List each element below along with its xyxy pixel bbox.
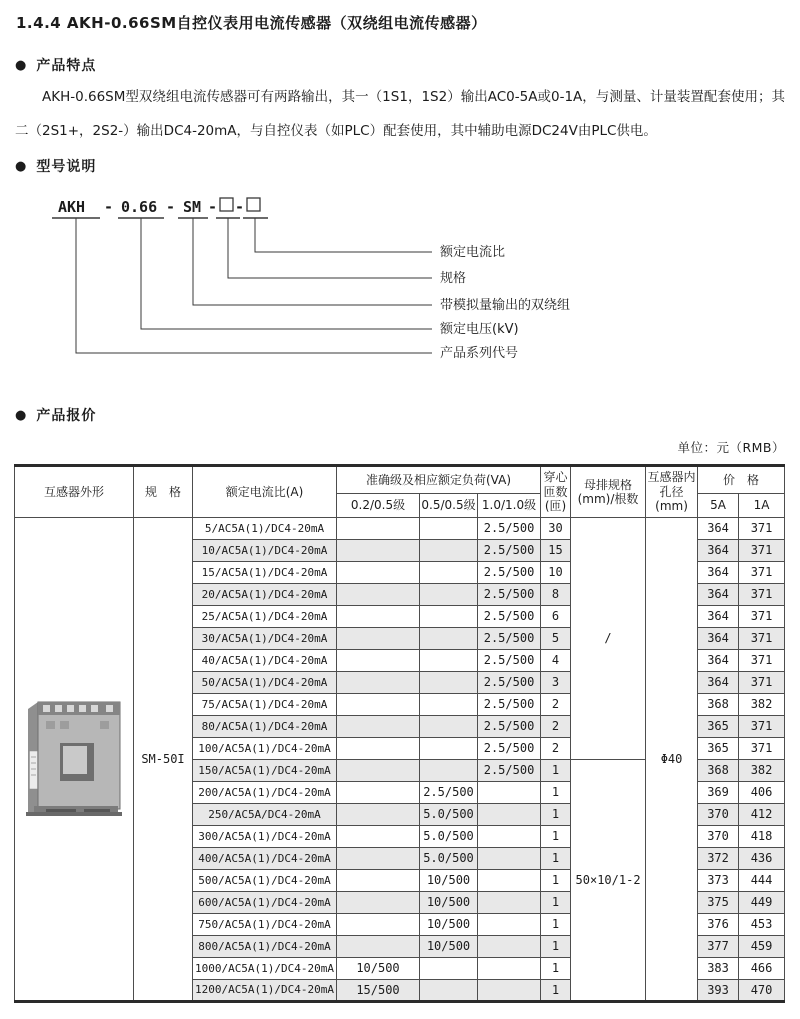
cell-acc02 xyxy=(337,650,420,672)
cell-acc05: 5.0/500 xyxy=(420,804,478,826)
cell-turns: 6 xyxy=(541,606,571,628)
cell-acc05: 10/500 xyxy=(420,914,478,936)
cell-acc02 xyxy=(337,562,420,584)
cell-ratio: 750/AC5A(1)/DC4-20mA xyxy=(193,914,337,936)
section-heading-label: 产品报价 xyxy=(36,408,97,424)
cell-turns: 1 xyxy=(541,848,571,870)
model-label-winding: 带模拟量输出的双绕组 xyxy=(440,298,571,313)
cell-acc05 xyxy=(420,672,478,694)
cell-ratio: 150/AC5A(1)/DC4-20mA xyxy=(193,760,337,782)
col-header-ratio: 额定电流比(A) xyxy=(193,466,337,518)
cell-ratio: 1000/AC5A(1)/DC4-20mA xyxy=(193,958,337,980)
section-heading-features xyxy=(15,55,96,75)
col-header-accuracy-group: 准确级及相应额定负荷(VA) xyxy=(337,466,541,494)
col-header-bore: 互感器内孔径(mm) xyxy=(646,466,698,518)
cell-price-5a: 364 xyxy=(698,584,739,606)
cell-ratio: 500/AC5A(1)/DC4-20mA xyxy=(193,870,337,892)
cell-price-5a: 364 xyxy=(698,628,739,650)
cell-acc10 xyxy=(478,848,541,870)
cell-acc05: 10/500 xyxy=(420,936,478,958)
bullet-icon: ● xyxy=(15,158,28,174)
cell-price-1a: 371 xyxy=(739,650,785,672)
cell-turns: 1 xyxy=(541,914,571,936)
cell-acc10: 2.5/500 xyxy=(478,540,541,562)
cell-acc05 xyxy=(420,540,478,562)
cell-acc02 xyxy=(337,716,420,738)
cell-ratio: 600/AC5A(1)/DC4-20mA xyxy=(193,892,337,914)
section-heading-label: 型号说明 xyxy=(36,159,97,175)
placeholder-box xyxy=(247,198,260,211)
cell-acc05 xyxy=(420,606,478,628)
cell-price-5a: 370 xyxy=(698,826,739,848)
cell-acc02 xyxy=(337,848,420,870)
cell-price-5a: 375 xyxy=(698,892,739,914)
cell-acc10: 2.5/500 xyxy=(478,672,541,694)
cell-price-5a: 364 xyxy=(698,606,739,628)
bullet-icon: ● xyxy=(15,57,28,73)
cell-acc05 xyxy=(420,628,478,650)
mounting-base xyxy=(26,806,122,816)
cell-price-1a: 371 xyxy=(739,606,785,628)
cell-acc05 xyxy=(420,738,478,760)
cell-acc02 xyxy=(337,892,420,914)
cell-turns: 1 xyxy=(541,826,571,848)
col-header-appearance: 互感器外形 xyxy=(15,466,134,518)
cell-price-5a: 365 xyxy=(698,716,739,738)
cell-acc05 xyxy=(420,716,478,738)
cell-turns: 1 xyxy=(541,804,571,826)
model-voltage-code: 0.66 xyxy=(121,198,158,216)
cell-price-1a: 371 xyxy=(739,672,785,694)
features-paragraph: AKH-0.66SM型双绕组电流传感器可有两路输出，其一（1S1，1S2）输出AC0-5A或0-1A，与测量、计量装置配套使用；其二（2S1+，2S2-）输出DC4-20mA，与自控仪表（如PLC）配套使用，其中辅助电源DC24V由PLC供电。 xyxy=(15,89,785,139)
model-label-voltage: 额定电压(kV) xyxy=(440,322,519,337)
cell-ratio: 15/AC5A(1)/DC4-20mA xyxy=(193,562,337,584)
cell-ratio: 10/AC5A(1)/DC4-20mA xyxy=(193,540,337,562)
cell-acc05: 5.0/500 xyxy=(420,826,478,848)
model-label-current-ratio: 额定电流比 xyxy=(440,245,506,260)
cell-price-5a: 368 xyxy=(698,760,739,782)
page-title: 1.4.4 AKH-0.66SM自控仪表用电流传感器（双绕组电流传感器） xyxy=(16,14,487,32)
col-header-price-1a: 1A xyxy=(739,494,785,518)
cell-acc02 xyxy=(337,540,420,562)
cell-acc02 xyxy=(337,782,420,804)
cell-turns: 1 xyxy=(541,782,571,804)
model-series-code: AKH xyxy=(58,198,86,216)
cell-acc02 xyxy=(337,672,420,694)
cell-price-5a: 369 xyxy=(698,782,739,804)
cell-acc05 xyxy=(420,694,478,716)
cell-bore: Φ40 xyxy=(646,518,698,1002)
cell-turns: 1 xyxy=(541,870,571,892)
col-header-acc02: 0.2/0.5级 xyxy=(337,494,420,518)
cell-turns: 1 xyxy=(541,936,571,958)
cell-spec: SM-50I xyxy=(134,518,193,1002)
cell-acc10: 2.5/500 xyxy=(478,694,541,716)
dash-separator: - xyxy=(208,198,218,216)
cell-acc02 xyxy=(337,804,420,826)
cell-acc02 xyxy=(337,870,420,892)
cell-turns: 1 xyxy=(541,760,571,782)
cell-ratio: 20/AC5A(1)/DC4-20mA xyxy=(193,584,337,606)
cell-acc10: 2.5/500 xyxy=(478,518,541,540)
cell-acc10 xyxy=(478,804,541,826)
cell-price-1a: 412 xyxy=(739,804,785,826)
col-header-busbar: 母排规格(mm)/根数 xyxy=(571,466,646,518)
cell-price-1a: 371 xyxy=(739,562,785,584)
dash-separator: - xyxy=(166,198,176,216)
cell-acc02 xyxy=(337,760,420,782)
cell-ratio: 5/AC5A(1)/DC4-20mA xyxy=(193,518,337,540)
through-hole-window xyxy=(63,746,87,774)
cell-price-1a: 371 xyxy=(739,738,785,760)
cell-price-1a: 453 xyxy=(739,914,785,936)
cell-price-1a: 371 xyxy=(739,716,785,738)
placeholder-box xyxy=(220,198,233,211)
cell-price-5a: 364 xyxy=(698,562,739,584)
transformer-photo-cell xyxy=(15,518,134,1002)
cell-acc10: 2.5/500 xyxy=(478,606,541,628)
cell-turns: 1 xyxy=(541,958,571,980)
cell-acc10: 2.5/500 xyxy=(478,738,541,760)
col-header-acc05: 0.5/0.5级 xyxy=(420,494,478,518)
section-heading-label: 产品特点 xyxy=(36,58,97,74)
cell-acc10 xyxy=(478,782,541,804)
cell-turns: 3 xyxy=(541,672,571,694)
cell-ratio: 25/AC5A(1)/DC4-20mA xyxy=(193,606,337,628)
cell-busbar-bottom: 50×10/1-2 xyxy=(571,760,646,1002)
cell-price-1a: 436 xyxy=(739,848,785,870)
cell-ratio: 30/AC5A(1)/DC4-20mA xyxy=(193,628,337,650)
cell-price-5a: 373 xyxy=(698,870,739,892)
cell-acc02 xyxy=(337,826,420,848)
cell-ratio: 50/AC5A(1)/DC4-20mA xyxy=(193,672,337,694)
connector-lines xyxy=(76,218,432,353)
cell-ratio: 1200/AC5A(1)/DC4-20mA xyxy=(193,980,337,1002)
cell-price-5a: 368 xyxy=(698,694,739,716)
cell-turns: 2 xyxy=(541,738,571,760)
cell-acc02: 10/500 xyxy=(337,958,420,980)
cell-price-1a: 406 xyxy=(739,782,785,804)
cell-acc02 xyxy=(337,914,420,936)
cell-acc05: 2.5/500 xyxy=(420,782,478,804)
cell-acc02: 15/500 xyxy=(337,980,420,1002)
cell-price-1a: 459 xyxy=(739,936,785,958)
cell-ratio: 100/AC5A(1)/DC4-20mA xyxy=(193,738,337,760)
cell-acc05 xyxy=(420,980,478,1002)
cell-price-1a: 382 xyxy=(739,760,785,782)
cell-ratio: 800/AC5A(1)/DC4-20mA xyxy=(193,936,337,958)
section-heading-pricing xyxy=(15,405,96,425)
cell-price-5a: 365 xyxy=(698,738,739,760)
model-code-diagram xyxy=(0,185,800,375)
cell-price-5a: 364 xyxy=(698,650,739,672)
cell-turns: 4 xyxy=(541,650,571,672)
cell-turns: 10 xyxy=(541,562,571,584)
cell-acc05 xyxy=(420,562,478,584)
cell-acc05 xyxy=(420,650,478,672)
cell-acc02 xyxy=(337,606,420,628)
cell-acc05 xyxy=(420,760,478,782)
price-table xyxy=(14,464,785,1003)
cell-turns: 5 xyxy=(541,628,571,650)
cell-acc05: 10/500 xyxy=(420,892,478,914)
cell-price-1a: 371 xyxy=(739,584,785,606)
model-winding-code: SM xyxy=(183,198,202,216)
cell-turns: 1 xyxy=(541,980,571,1002)
cell-acc10 xyxy=(478,980,541,1002)
cell-acc02 xyxy=(337,936,420,958)
col-header-acc10: 1.0/1.0级 xyxy=(478,494,541,518)
cell-acc05: 10/500 xyxy=(420,870,478,892)
bullet-icon: ● xyxy=(15,407,28,423)
cell-turns: 1 xyxy=(541,892,571,914)
cell-price-5a: 364 xyxy=(698,672,739,694)
col-header-turns: 穿心匝数(匝) xyxy=(541,466,571,518)
cell-price-5a: 364 xyxy=(698,540,739,562)
cell-acc10 xyxy=(478,892,541,914)
cell-price-5a: 376 xyxy=(698,914,739,936)
cell-price-1a: 444 xyxy=(739,870,785,892)
side-label xyxy=(30,751,38,789)
cell-price-1a: 449 xyxy=(739,892,785,914)
cell-ratio: 400/AC5A(1)/DC4-20mA xyxy=(193,848,337,870)
cell-ratio: 300/AC5A(1)/DC4-20mA xyxy=(193,826,337,848)
cell-price-1a: 371 xyxy=(739,540,785,562)
cell-turns: 2 xyxy=(541,716,571,738)
cell-price-5a: 364 xyxy=(698,518,739,540)
cell-acc02 xyxy=(337,584,420,606)
cell-acc05 xyxy=(420,584,478,606)
cell-acc02 xyxy=(337,518,420,540)
cell-acc10 xyxy=(478,936,541,958)
cell-acc10: 2.5/500 xyxy=(478,650,541,672)
model-label-series: 产品系列代号 xyxy=(440,346,519,361)
col-header-price-group: 价 格 xyxy=(698,466,785,494)
cell-acc05 xyxy=(420,958,478,980)
cell-turns: 8 xyxy=(541,584,571,606)
cell-acc10: 2.5/500 xyxy=(478,628,541,650)
cell-turns: 30 xyxy=(541,518,571,540)
cell-acc10: 2.5/500 xyxy=(478,760,541,782)
price-unit-note: 单位：元（RMB） xyxy=(677,440,785,455)
cell-price-1a: 371 xyxy=(739,628,785,650)
cell-price-5a: 393 xyxy=(698,980,739,1002)
cell-price-5a: 377 xyxy=(698,936,739,958)
transformer-image xyxy=(22,693,126,821)
cell-price-1a: 466 xyxy=(739,958,785,980)
cell-acc05 xyxy=(420,518,478,540)
cell-acc10 xyxy=(478,914,541,936)
cell-ratio: 200/AC5A(1)/DC4-20mA xyxy=(193,782,337,804)
cell-price-1a: 470 xyxy=(739,980,785,1002)
cell-busbar-top: / xyxy=(571,518,646,760)
cell-acc05: 5.0/500 xyxy=(420,848,478,870)
section-heading-model xyxy=(15,156,96,176)
dash-separator: - xyxy=(235,198,245,216)
cell-turns: 2 xyxy=(541,694,571,716)
cell-price-5a: 372 xyxy=(698,848,739,870)
table-row xyxy=(15,518,785,540)
cell-acc02 xyxy=(337,738,420,760)
cell-ratio: 250/AC5A/DC4-20mA xyxy=(193,804,337,826)
cell-ratio: 75/AC5A(1)/DC4-20mA xyxy=(193,694,337,716)
col-header-spec: 规 格 xyxy=(134,466,193,518)
cell-turns: 15 xyxy=(541,540,571,562)
cell-acc10: 2.5/500 xyxy=(478,562,541,584)
col-header-price-5a: 5A xyxy=(698,494,739,518)
model-label-spec: 规格 xyxy=(440,271,467,286)
cell-price-5a: 383 xyxy=(698,958,739,980)
cell-acc02 xyxy=(337,694,420,716)
cell-acc10 xyxy=(478,870,541,892)
cell-price-1a: 382 xyxy=(739,694,785,716)
dash-separator: - xyxy=(104,198,114,216)
cell-price-1a: 371 xyxy=(739,518,785,540)
cell-acc10: 2.5/500 xyxy=(478,584,541,606)
cell-price-5a: 370 xyxy=(698,804,739,826)
cell-acc10: 2.5/500 xyxy=(478,716,541,738)
cell-acc02 xyxy=(337,628,420,650)
cell-acc10 xyxy=(478,958,541,980)
cell-price-1a: 418 xyxy=(739,826,785,848)
cell-ratio: 80/AC5A(1)/DC4-20mA xyxy=(193,716,337,738)
cell-ratio: 40/AC5A(1)/DC4-20mA xyxy=(193,650,337,672)
cell-acc10 xyxy=(478,826,541,848)
